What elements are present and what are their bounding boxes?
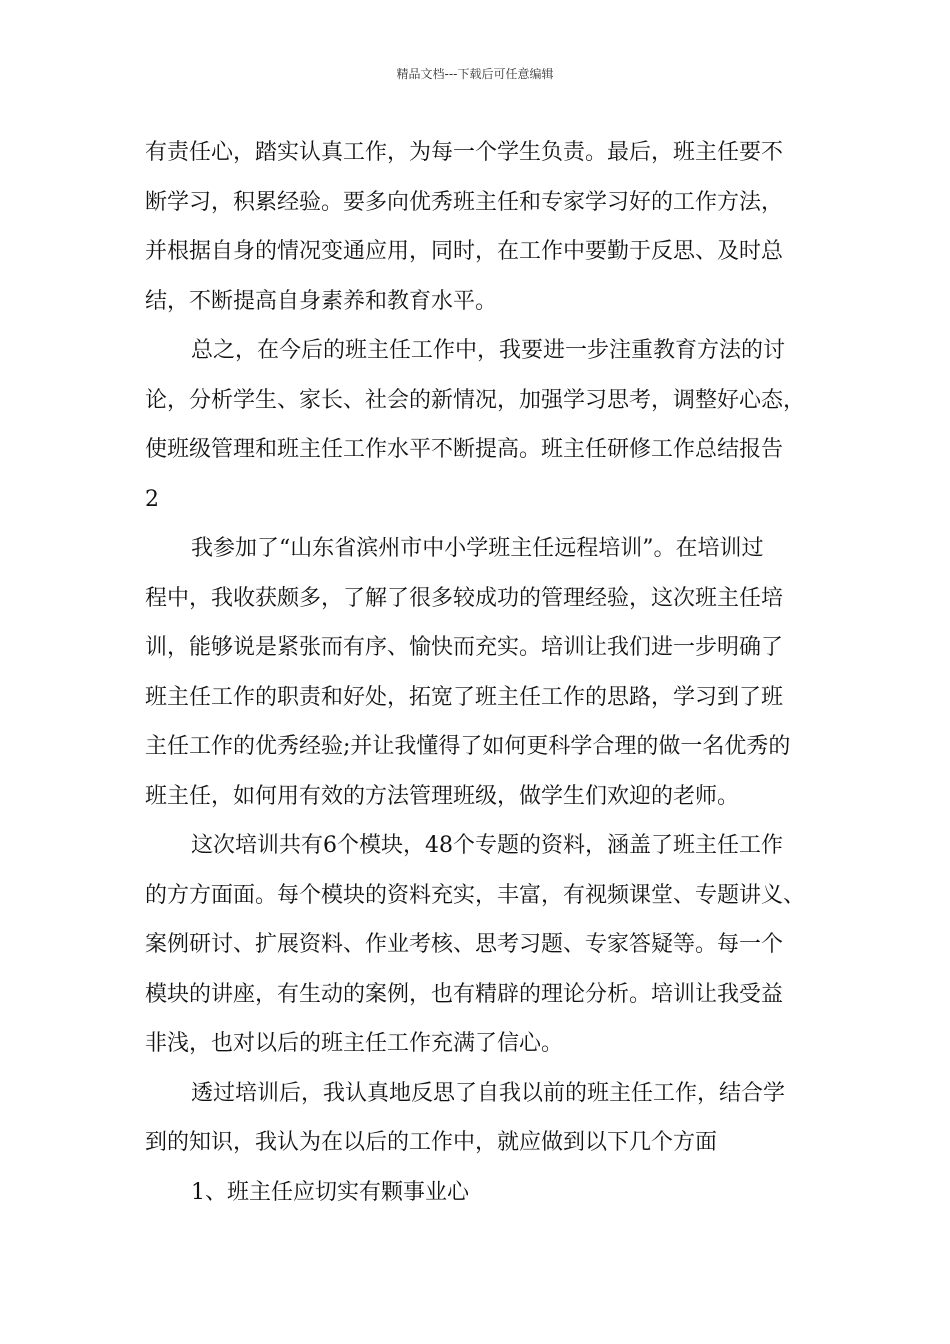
text-line: 训，能够说是紧张而有序、愉快而充实。培训让我们进一步明确了 [145, 635, 784, 660]
text-line: 这次培训共有6个模块，48个专题的资料，涵盖了班主任工作 [191, 833, 783, 858]
text-line: 断学习，积累经验。要多向优秀班主任和专家学习好的工作方法， [145, 189, 784, 215]
text-line: 有责任心，踏实认真工作，为每一个学生负责。最后，班主任要不 [145, 140, 784, 165]
text-line: 总之，在今后的班主任工作中，我要进一步注重教育方法的讨 [191, 338, 786, 363]
text-line: 案例研讨、扩展资料、作业考核、思考习题、专家答疑等。每一个 [145, 932, 784, 957]
text-line: 我参加了“山东省滨州市中小学班主任远程培训”。在培训过 [191, 536, 764, 561]
text-line: 1、班主任应切实有颗事业心 [191, 1179, 469, 1205]
text-line: 主任工作的优秀经验;并让我懂得了如何更科学合理的做一名优秀的 [145, 734, 791, 759]
text-line: 到的知识，我认为在以后的工作中，就应做到以下几个方面 [145, 1130, 718, 1155]
text-line: 2 [145, 486, 159, 512]
text-line: 并根据自身的情况变通应用，同时，在工作中要勤于反思、及时总 [145, 239, 784, 264]
text-line: 班主任工作的职责和好处，拓宽了班主任工作的思路，学习到了班 [145, 684, 784, 710]
text-line: 论，分析学生、家长、社会的新情况，加强学习思考，调整好心态， [145, 387, 806, 413]
text-line: 结，不断提高自身素养和教育水平。 [145, 288, 498, 314]
text-line: 透过培训后，我认真地反思了自我以前的班主任工作，结合学 [191, 1080, 786, 1106]
text-line: 非浅，也对以后的班主任工作充满了信心。 [145, 1031, 564, 1056]
text-line: 班主任，如何用有效的方法管理班级，做学生们欢迎的老师。 [145, 783, 740, 809]
page-header: 精品文档---下载后可任意编辑 [396, 67, 554, 81]
text-line: 使班级管理和班主任工作水平不断提高。班主任研修工作总结报告 [145, 437, 784, 462]
text-line: 程中，我收获颇多，了解了很多较成功的管理经验，这次班主任培 [145, 585, 784, 611]
document-body [145, 128, 825, 1217]
text-line: 模块的讲座，有生动的案例，也有精辟的理论分析。培训让我受益 [145, 981, 784, 1007]
text-line: 的方方面面。每个模块的资料充实，丰富，有视频课堂、专题讲义、 [145, 882, 806, 908]
